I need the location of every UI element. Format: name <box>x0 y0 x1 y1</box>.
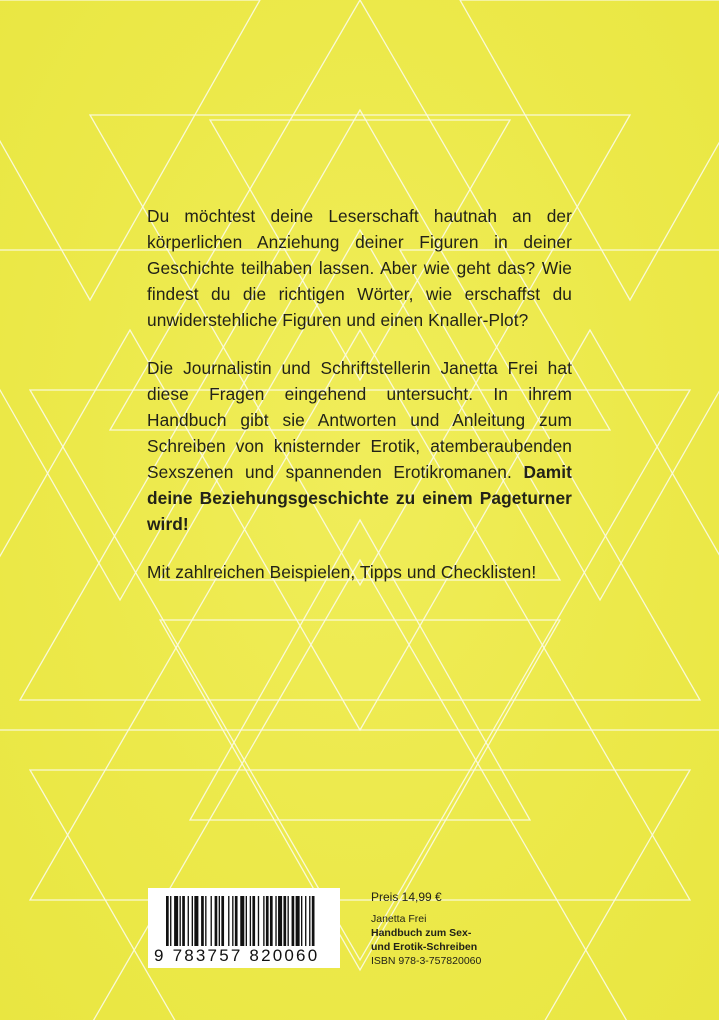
book-title-line-2: und Erotik-Schreiben <box>371 941 478 953</box>
barcode-bar <box>235 896 238 946</box>
barcode-bar <box>296 896 300 946</box>
barcode-bar <box>252 896 255 946</box>
barcode-bar <box>174 896 178 946</box>
barcode-bar <box>188 896 189 946</box>
barcode-bar <box>180 896 181 946</box>
barcode-bar <box>194 896 198 946</box>
barcode-bar <box>301 896 302 946</box>
barcode-bar <box>275 896 276 946</box>
barcode-bar <box>219 896 220 946</box>
barcode-bar <box>258 896 259 946</box>
barcode-bar <box>263 896 264 946</box>
barcode-bar <box>166 896 169 946</box>
barcode-bar <box>250 896 251 946</box>
author-name: Janetta Frei <box>371 913 427 925</box>
barcode-bar <box>312 896 315 946</box>
barcode-bar <box>246 896 247 946</box>
imprint-info <box>371 890 541 968</box>
barcode-bar <box>309 896 310 946</box>
barcode-bar <box>192 896 193 946</box>
barcode-bar <box>240 896 244 946</box>
barcode-bar <box>221 896 224 946</box>
barcode-bar <box>305 896 306 946</box>
barcode-bars <box>166 896 326 946</box>
barcode-bar <box>266 896 269 946</box>
barcode-bar <box>283 896 286 946</box>
blurb-paragraph-2-text: Die Journalistin und Schriftstellerin Janetta Frei hat diese Fragen eingehend untersucht. In ihrem Handbuch gibt sie Antworten und Anleitung zum Schreiben von knisternder Erotik, atemberaubenden Sexszenen und spannenden Erotikromanen. <box>147 358 572 482</box>
barcode-bar <box>228 896 229 946</box>
blurb-paragraph-2 <box>147 355 572 537</box>
barcode-bar <box>270 896 273 946</box>
barcode-bar <box>232 896 233 946</box>
barcode-bar <box>288 896 289 946</box>
barcode-bar <box>205 896 206 946</box>
blurb-paragraph-1: Du möchtest deine Leserschaft hautnah an der körperlichen Anziehung deiner Figuren in deiner Geschichte teilhaben lassen. Aber wie geht das? Wie findest du die richtigen Wörter, wie erschaffst du unwiderstehliche Figuren und einen Knaller-Plot? <box>147 206 572 330</box>
price-label: Preis 14,99 € <box>371 890 442 904</box>
barcode-digits: 9 783757 820060 <box>154 946 320 965</box>
pattern-triangle <box>30 770 690 1020</box>
barcode-bar <box>278 896 282 946</box>
barcode-bar <box>201 896 204 946</box>
barcode-bar <box>215 896 218 946</box>
blurb-paragraph-2-bold: Damit deine Beziehungsgeschichte zu einem Pageturner wird! <box>147 462 572 534</box>
isbn-label: ISBN 978-3-757820060 <box>371 955 482 967</box>
barcode-bar <box>211 896 212 946</box>
barcode-bar <box>292 896 295 946</box>
blurb-paragraph-3: Mit zahlreichen Beispielen, Tipps und Checklisten! <box>147 562 537 582</box>
barcode-bar <box>182 896 185 946</box>
pattern-triangle <box>30 560 690 1020</box>
barcode-bar <box>170 896 171 946</box>
blurb-text <box>147 203 572 607</box>
barcode <box>148 888 340 968</box>
book-title-line-1: Handbuch zum Sex- <box>371 927 472 939</box>
